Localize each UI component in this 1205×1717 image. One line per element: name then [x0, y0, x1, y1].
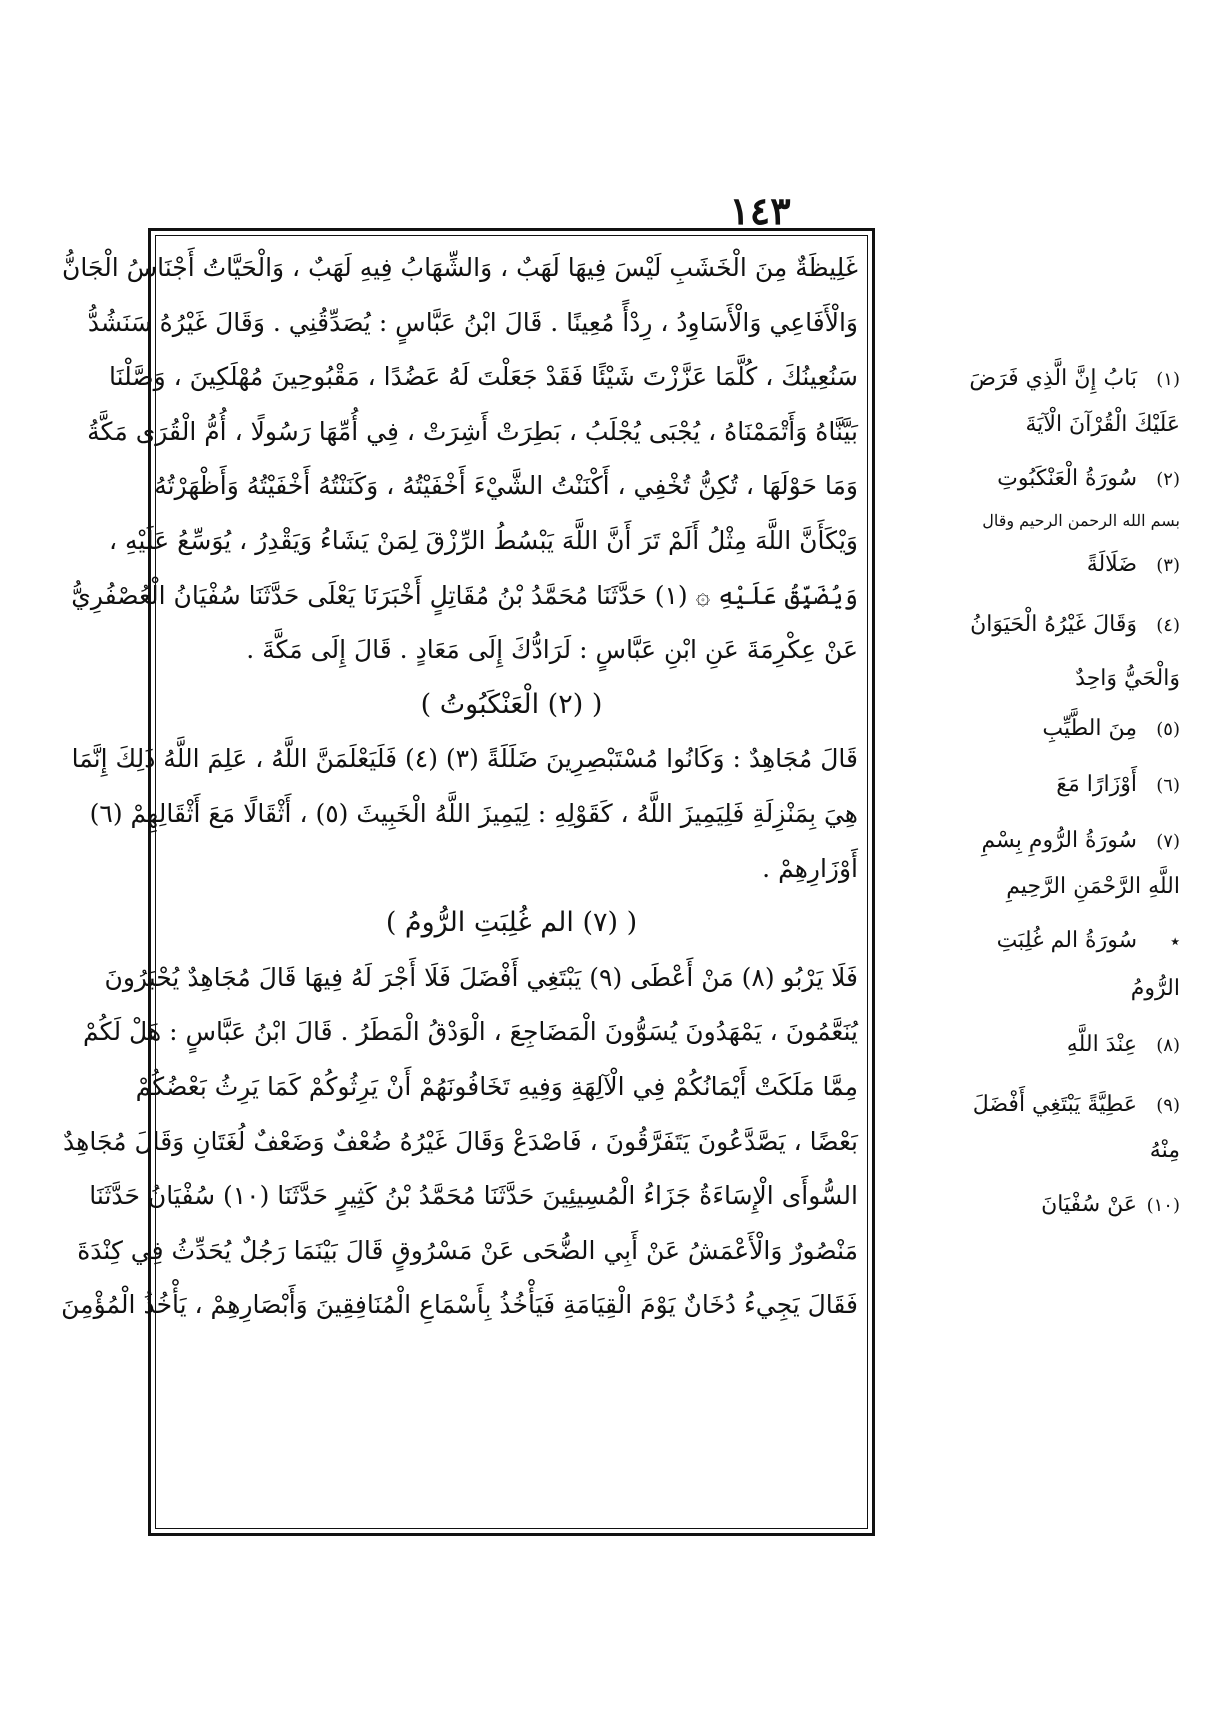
text-line: أَوْزَارِهِمْ .	[762, 853, 858, 883]
section-heading: ( (٢) الْعَنْكَبُوتُ )	[420, 688, 603, 720]
text-line: يُنَعَّمُونَ ، يَمْهَدُونَ يُسَوُّونَ الْمَضَاجِعَ ، الْوَدْقُ الْمَطَرُ . قَالَ ابْنُ عَبَّاسٍ : هَلْ لَكُمْ	[83, 1017, 858, 1047]
margin-note-text: سُورَةُ الرُّومِ بِسْمِ	[981, 828, 1137, 853]
margin-note-text: مِنْهُ	[1149, 1138, 1180, 1163]
text-line: قَالَ مُجَاهِدٌ : وَكَانُوا مُسْتَبْصِرِينَ ضَلَلَةً (٣) (٤) فَلَيَعْلَمَنَّ اللَّهُ ، عَلِمَ اللَّهُ ذَلِكَ إِنَّمَا	[71, 744, 858, 774]
main-text-body	[61, 241, 858, 1523]
margin-note-text: وَالْحَيُّ وَاحِدٌ	[1075, 666, 1180, 691]
text-line: بَعْضًا ، يَصَّدَّعُونَ يَتَفَرَّقُونَ ، فَاصْدَعْ وَقَالَ غَيْرُهُ ضُعْفٌ وَضَعْفٌ لُغَتَانِ وَقَالَ مُجَاهِدٌ	[63, 1126, 858, 1156]
margin-note-text: سُورَةُ الم غُلِبَتِ	[996, 928, 1137, 953]
main-text-frame	[61, 228, 875, 1536]
text-line: وَمَا حَوْلَهَا ، تُكِنُّ تُخْفِي ، أَكْنَنْتُ الشَّيْءَ أَخْفَيْتُهُ ، وَكَنَنْتُهُ أَخْفَيْتُهُ وَأَظْهَرْتُهُ	[154, 471, 858, 501]
margin-note	[880, 1088, 1180, 1123]
margin-note	[880, 972, 1180, 1006]
margin-note-text: سُورَةُ الْعَنْكَبُوتِ	[997, 466, 1137, 491]
margin-note	[880, 608, 1180, 643]
margin-note-text: مِنَ الطَّيِّبِ	[1042, 716, 1137, 741]
margin-note-number: (٤)	[1156, 615, 1180, 636]
margin-note-text: الرُّومُ	[1130, 976, 1180, 1001]
text-line: مَنْصُورٌ وَالْأَعْمَشُ عَنْ أَبِي الضُّحَى عَنْ مَسْرُوقٍ قَالَ بَيْنَمَا رَجُلٌ يُحَدِّثُ فِي كِنْدَةَ	[77, 1235, 858, 1265]
margin-note-text: وَقَالَ غَيْرُهُ الْحَيَوَانُ	[970, 612, 1137, 637]
margin-note	[880, 712, 1180, 747]
margin-note	[880, 662, 1180, 696]
margin-note	[880, 870, 1180, 904]
margin-note-text: عِنْدَ اللَّهِ	[1066, 1032, 1137, 1057]
text-line: وَالْأَفَاعِي وَالْأَسَاوِدُ ، رِدْأً مُعِينًا . قَالَ ابْنُ عَبَّاسٍ : يُصَدِّقُنِي . وَقَالَ غَيْرُهُ سَنَشُدُّ	[87, 307, 858, 337]
margin-note-number: (٧)	[1156, 831, 1180, 852]
text-line: مِمَّا مَلَكَتْ أَيْمَانُكُمْ فِي الْآلِهَةِ وَفِيهِ تَخَافُونَهُمْ أَنْ يَرِثُوكُمْ كَمَا يَرِثُ بَعْضُكُمْ	[135, 1071, 858, 1101]
section-heading: ( (٧) الم غُلِبَتِ الرُّومُ )	[385, 907, 638, 939]
text-line: غَلِيظَةٌ مِنَ الْخَشَبِ لَيْسَ فِيهَا لَهَبٌ ، وَالشِّهَابُ فِيهِ لَهَبٌ ، وَالْحَيَّاتُ أَجْنَاسُ الْجَانُّ	[61, 253, 858, 282]
margin-note-number: (١٠)	[1146, 1195, 1180, 1216]
margin-note	[880, 924, 1180, 959]
margin-note-number: (٣)	[1156, 555, 1180, 576]
margin-note	[880, 1188, 1180, 1223]
text-line: وَيُضَيِّقُ عَلَيْهِ ۞ (١) حَدَّثَنَا مُحَمَّدُ بْنُ مُقَاتِلٍ أَخْبَرَنَا يَعْلَى حَدَّثَنَا سُفْيَانُ الْعُصْفُرِيُّ	[71, 580, 858, 610]
margin-note-text: ضَلَالَةً	[1086, 552, 1137, 577]
margin-note	[880, 1134, 1180, 1168]
page-number: ١٤٣	[729, 188, 791, 233]
margin-note-number: (٥)	[1156, 719, 1180, 740]
margin-note	[880, 548, 1180, 583]
text-line: عَنْ عِكْرِمَةَ عَنِ ابْنِ عَبَّاسٍ : لَرَادُّكَ إِلَى مَعَادٍ . قَالَ إِلَى مَكَّةَ .	[246, 635, 858, 665]
margin-note-number: (٦)	[1156, 775, 1180, 796]
margin-note	[880, 462, 1180, 497]
text-line: وَيْكَأَنَّ اللَّهَ مِثْلُ أَلَمْ تَرَ أَنَّ اللَّهَ يَبْسُطُ الرِّزْقَ لِمَنْ يَشَاءُ وَيَقْدِرُ ، يُوَسِّعُ عَلَيْهِ ،	[109, 525, 858, 555]
margin-note-text: بَابُ إِنَّ الَّذِي فَرَضَ	[969, 366, 1137, 391]
margin-note-number: (٩)	[1156, 1095, 1180, 1116]
margin-note-number: (١)	[1156, 369, 1180, 390]
margin-note	[880, 1028, 1180, 1063]
margin-note	[880, 408, 1180, 442]
margin-note-number: (٢)	[1156, 469, 1180, 490]
margin-note-number: ٭	[1170, 931, 1180, 952]
text-line: سَنُعِينُكَ ، كُلَّمَا عَزَّزْتَ شَيْئًا فَقَدْ جَعَلْتَ لَهُ عَضُدًا ، مَقْبُوحِينَ مُهْلَكِينَ ، وَصَّلْنَا	[108, 362, 858, 392]
margin-note-text: بسم الله الرحمن الرحيم وقال	[982, 511, 1180, 530]
margin-note-text: اللَّهِ الرَّحْمَنِ الرَّحِيمِ	[1006, 874, 1180, 899]
margin-note	[880, 504, 1180, 538]
margin-note-text: عَلَيْكَ الْقُرْآنَ الْآيَةَ	[1025, 412, 1180, 437]
text-line: فَلَا يَرْبُو (٨) مَنْ أَعْطَى (٩) يَبْتَغِي أَفْضَلَ فَلَا أَجْرَ لَهُ فِيهَا قَالَ مُجَاهِدٌ يُحْبَرُونَ	[104, 962, 858, 992]
margin-note-text: عَنْ سُفْيَانَ	[1041, 1192, 1137, 1217]
margin-note-number: (٨)	[1156, 1035, 1180, 1056]
margin-note-text: عَطِيَّةً يَبْتَغِي أَفْضَلَ	[972, 1092, 1137, 1117]
margin-note	[880, 768, 1180, 803]
margin-note	[880, 824, 1180, 859]
text-line: فَقَالَ يَجِيءُ دُخَانٌ يَوْمَ الْقِيَامَةِ فَيَأْخُذُ بِأَسْمَاعِ الْمُنَافِقِينَ وَأَبْصَارِهِمْ ، يَأْخُذُ الْمُؤْمِنَ	[61, 1290, 858, 1320]
text-line: بَيَّنَّاهُ وَأَتْمَمْنَاهُ ، يُجْبَى يُجْلَبُ ، بَطِرَتْ أَشِرَتْ ، فِي أُمِّهَا رَسُولًا ، أُمُّ الْقُرَى مَكَّةُ	[87, 416, 858, 446]
text-line: هِيَ بِمَنْزِلَةِ فَلِيَمِيزَ اللَّهُ ، كَقَوْلِهِ : لِيَمِيزَ اللَّهُ الْخَبِيثَ (٥) ، أَثْقَالًا مَعَ أَثْقَالِهِمْ (٦)	[89, 798, 858, 828]
margin-note	[880, 362, 1180, 397]
text-line: السُّوأَى الْإِسَاءَةُ جَزَاءُ الْمُسِيئِينَ حَدَّثَنَا مُحَمَّدُ بْنُ كَثِيرٍ حَدَّثَنَا (١٠) سُفْيَانُ حَدَّثَنَا	[89, 1181, 858, 1211]
margin-note-text: أَوْزَارًا مَعَ	[1056, 772, 1137, 797]
